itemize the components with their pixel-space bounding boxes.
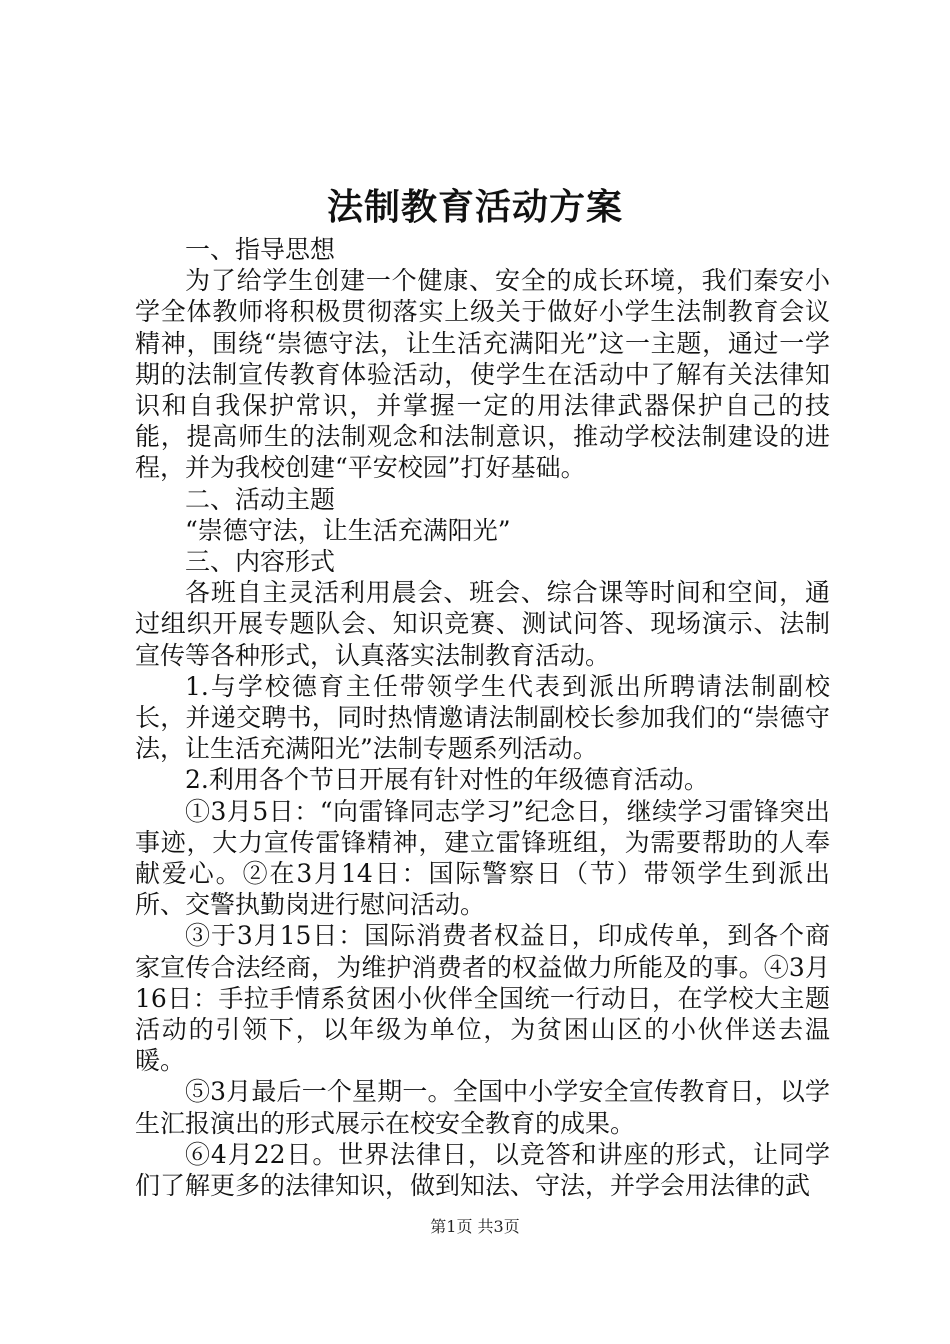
document-title: 法制教育活动方案	[326, 186, 623, 228]
section-heading-guiding-thought: 一、指导思想	[185, 235, 336, 264]
paragraph-item-1: 1.与学校德育主任带领学生代表到派出所聘请法制副校长，并递交聘书，同时热情邀请法制副校长参加我们的“崇德守法，让生活充满阳光”法制专题系列活动。	[135, 671, 830, 764]
section-heading-content-form: 三、内容形式	[185, 547, 336, 577]
section-heading-activity-theme: 二、活动主题	[185, 484, 336, 514]
paragraph-guiding-thought: 为了给学生创建一个健康、安全的成长环境，我们秦安小学全体教师将积极贯彻落实上级关于做好小学生法制教育会议精神，围绕“崇德守法，让生活充满阳光”这一主题，通过一学期的法制宣传教育体验活动，使学生在活动中了解有关法律知识和自我保护常识，并掌握一定的用法律武器保护自己的技能，提高师生的法制观念和法制意识，推动学校法制建设的进程，并为我校创建“平安校园”打好基础。	[135, 266, 830, 483]
paragraph-law-day: ⑥4月22日。世界法律日，以竞答和讲座的形式，让同学们了解更多的法律知识，做到知法、守法，并学会用法律的武	[135, 1139, 830, 1201]
document-body	[135, 234, 830, 1201]
paragraph-march-5-and-14: ①3月5日：“向雷锋同志学习”纪念日，继续学习雷锋突出事迹，大力宣传雷锋精神，建立雷锋班组，为需要帮助的人奉献爱心。②在3月14日：国际警察日（节）带领学生到派出所、交警执勤岗进行慰问活动。	[135, 796, 830, 920]
paragraph-item-2: 2.利用各个节日开展有针对性的年级德育活动。	[185, 765, 709, 795]
paragraph-content-form: 各班自主灵活利用晨会、班会、综合课等时间和空间，通过组织开展专题队会、知识竞赛、测试问答、现场演示、法制宣传等各种形式，认真落实法制教育活动。	[135, 578, 830, 670]
paragraph-safety-day: ⑤3月最后一个星期一。全国中小学安全宣传教育日，以学生汇报演出的形式展示在校安全教育的成果。	[135, 1077, 830, 1138]
paragraph-activity-theme: “崇德守法，让生活充满阳光”	[185, 515, 511, 545]
page-number-footer: 第1页 共3页	[430, 1217, 520, 1236]
paragraph-march-15-and-16: ③于3月15日：国际消费者权益日，印成传单，到各个商家宣传合法经商，为维护消费者的权益做力所能及的事。④3月16日：手拉手情系贫困小伙伴全国统一行动日，在学校大主题活动的引领下，以年级为单位，为贫困山区的小伙伴送去温暖。	[135, 921, 830, 1076]
